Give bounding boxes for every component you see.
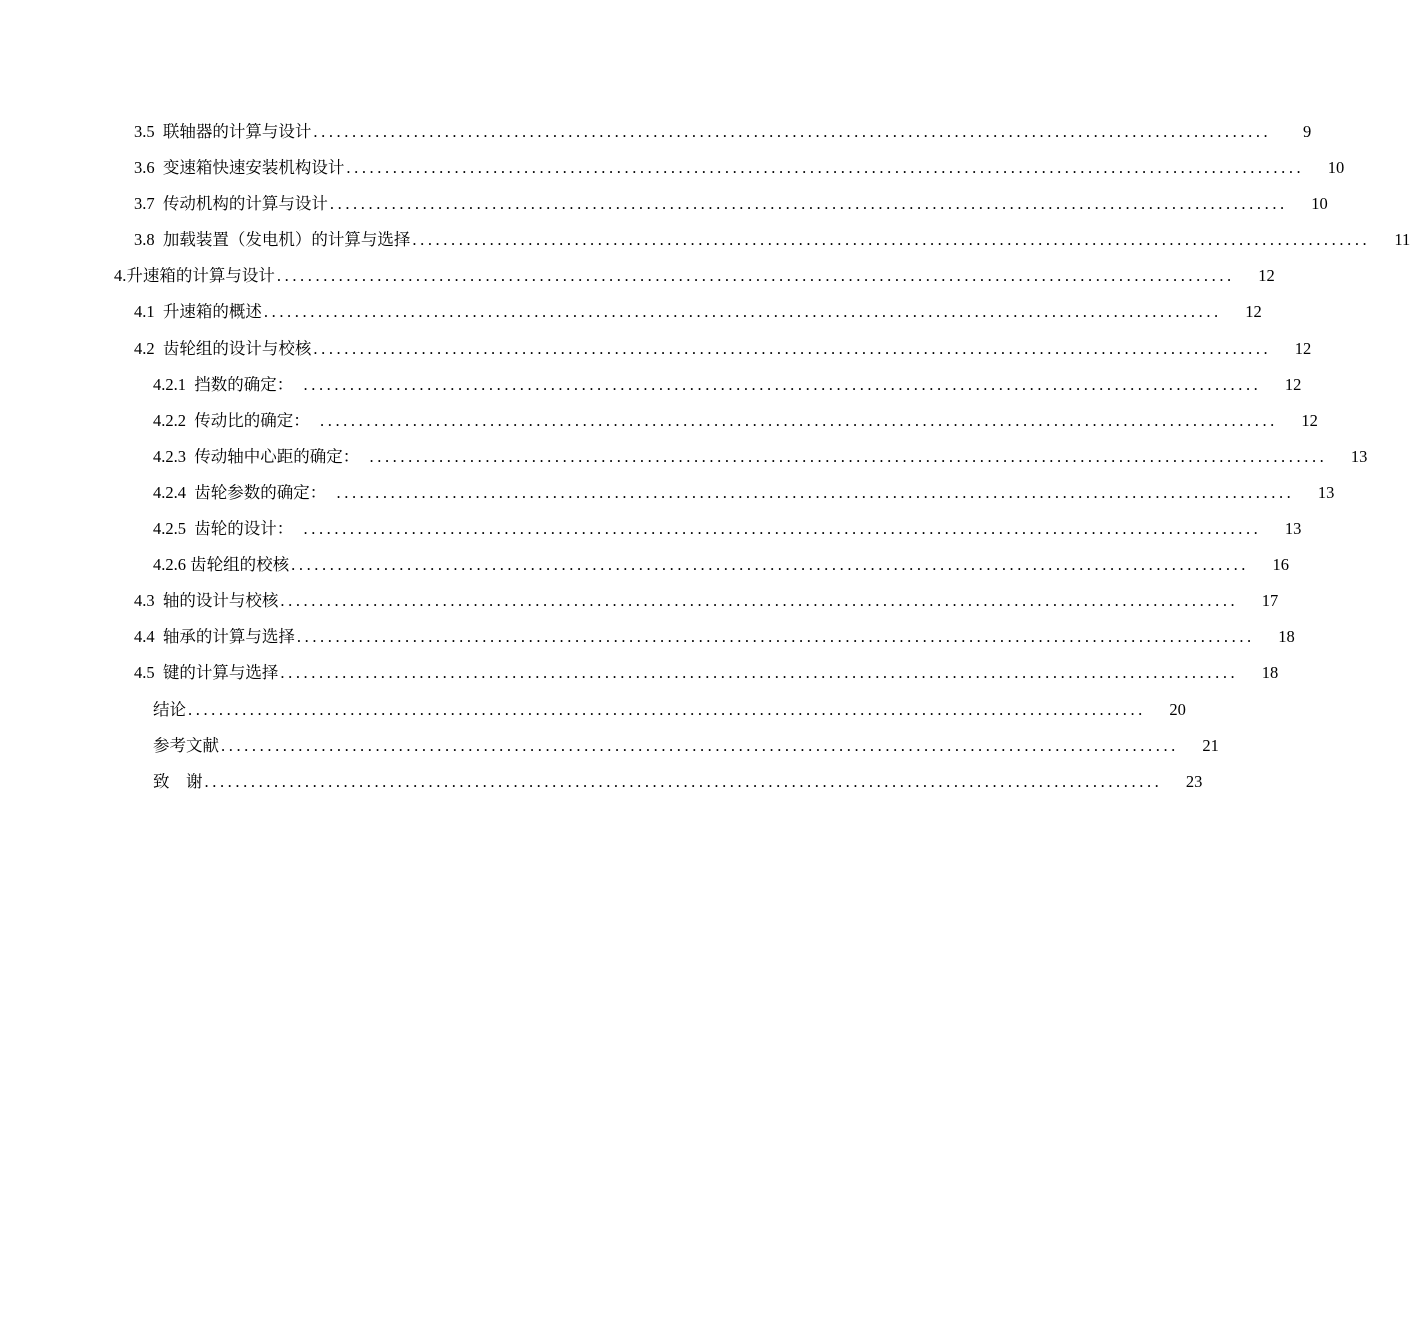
toc-page-number: 10 [1311,194,1328,214]
toc-entry-title: 4.2 齿轮组的设计与校核 [134,338,312,358]
toc-entry-title: 参考文献 [153,735,219,755]
toc-dot-leader: ............................................................................................................................ [204,771,1163,791]
toc-dot-leader: ............................................................................................................................ [346,158,1305,178]
toc-page-number: 13 [1350,446,1368,466]
toc-dot-leader: ............................................................................................................................ [329,194,1288,214]
toc-dot-leader: ............................................................................................................................ [296,627,1255,647]
toc-entry-4-1[interactable] [0,294,1262,330]
toc-entry-4-2-3[interactable] [0,439,1368,475]
toc-dot-leader: ............................................................................................................................ [188,699,1146,719]
toc-page-number: 12 [1301,410,1318,430]
toc-entry-conclusion[interactable] [0,692,1186,728]
toc-entry-title: 3.5 联轴器的计算与设计 [134,122,312,141]
toc-entry-3-5[interactable] [0,114,1312,150]
toc-entry-title: 4.2.5 齿轮的设计： [153,519,302,539]
toc-entry-3-8[interactable] [0,222,1410,258]
toc-page-number: 13 [1317,482,1335,502]
toc-dot-leader: ............................................................................................................................ [280,663,1239,683]
toc-dot-leader: ............................................................................................................................ [336,482,1295,502]
toc-entry-title: 4.2.4 齿轮参数的确定： [153,482,335,502]
toc-entry-title: 4.升速箱的计算与设计 [114,266,275,286]
toc-entry-4-2-2[interactable] [0,403,1318,439]
toc-page-number: 18 [1261,663,1279,683]
toc-dot-leader: ............................................................................................................................ [369,446,1328,466]
toc-page-number: 12 [1245,302,1262,322]
table-of-contents [0,114,1410,800]
toc-dot-leader: ............................................................................................................................ [221,735,1179,755]
toc-dot-leader: ............................................................................................................................ [412,230,1371,250]
toc-entry-4-2-6[interactable] [0,547,1290,583]
toc-page-number: 11 [1394,230,1410,250]
toc-page-number: 16 [1272,555,1290,575]
toc-dot-leader: ............................................................................................................................ [303,374,1262,394]
toc-entry-title: 4.1 升速箱的概述 [134,302,262,322]
toc-dot-leader: ............................................................................................................................ [313,122,1272,141]
toc-dot-leader: ............................................................................................................................ [263,302,1222,322]
toc-dot-leader: ............................................................................................................................ [320,410,1278,430]
toc-page-number: 23 [1185,771,1203,791]
toc-entry-title: 4.2.1 挡数的确定： [153,374,302,394]
toc-entry-title: 4.3 轴的设计与校核 [134,591,279,611]
toc-entry-4-5[interactable] [0,655,1279,691]
toc-entry-title: 3.8 加载装置（发电机）的计算与选择 [134,230,411,250]
toc-entry-title: 3.6 变速箱快速安装机构设计 [134,158,345,178]
toc-page-number: 12 [1258,266,1275,286]
toc-entry-title: 结论 [153,699,186,719]
toc-entry-4-2-4[interactable] [0,475,1335,511]
toc-entry-title: 致 谢 [153,771,203,791]
toc-dot-leader: ............................................................................................................................ [313,338,1272,358]
toc-page-number: 13 [1284,519,1302,539]
toc-page-number: 20 [1169,699,1186,719]
toc-page-number: 18 [1278,627,1295,647]
toc-entry-title: 4.5 键的计算与选择 [134,663,279,683]
toc-entry-acknowledgements[interactable] [0,764,1203,800]
toc-dot-leader: ............................................................................................................................ [276,266,1235,286]
toc-entry-4-2-5[interactable] [0,511,1302,547]
toc-entry-title: 4.4 轴承的计算与选择 [134,627,295,647]
toc-page-number: 17 [1261,591,1279,611]
toc-entry-4[interactable] [0,258,1275,294]
toc-entry-4-3[interactable] [0,583,1279,619]
toc-dot-leader: ............................................................................................................................ [303,519,1262,539]
toc-entry-title: 4.2.6 齿轮组的校核 [153,555,290,575]
toc-entry-4-4[interactable] [0,619,1295,655]
toc-page-number: 9 [1303,122,1312,141]
toc-page-number: 10 [1327,158,1345,178]
toc-page-number: 21 [1202,735,1219,755]
toc-page-number: 12 [1284,374,1302,394]
toc-entry-3-7[interactable] [0,186,1328,222]
toc-entry-title: 4.2.2 传动比的确定： [153,410,318,430]
toc-entry-4-2-1[interactable] [0,367,1302,403]
toc-entry-title: 3.7 传动机构的计算与设计 [134,194,328,214]
toc-entry-4-2[interactable] [0,331,1312,367]
toc-entry-title: 4.2.3 传动轴中心距的确定： [153,446,368,466]
toc-entry-references[interactable] [0,728,1219,764]
toc-dot-leader: ............................................................................................................................ [291,555,1250,575]
toc-entry-3-6[interactable] [0,150,1345,186]
toc-dot-leader: ............................................................................................................................ [280,591,1239,611]
toc-page-number: 12 [1294,338,1312,358]
